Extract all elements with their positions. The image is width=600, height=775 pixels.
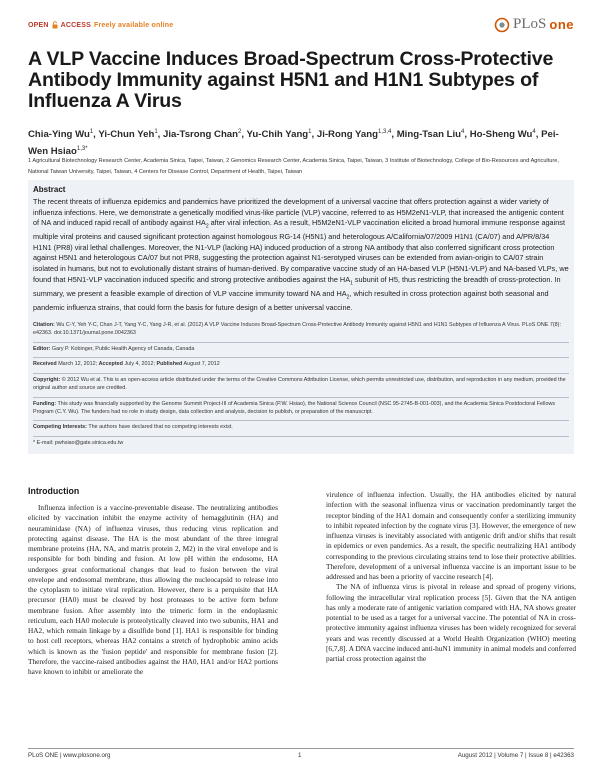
accepted-date: July 4, 2012;: [124, 361, 156, 368]
author-name: Ming-Tsan Liu: [396, 129, 461, 141]
received-label: Received: [33, 361, 57, 368]
meta-divider: [33, 342, 569, 343]
funding-text: This study was financially supported by the Genome Summit Project-III of Academia Sinica (P.W. Hsiao), the National Science Council (NSC 95-2745-B-001-003), and the Academia Sinica Postdoctoral Fellows Program (C.Y. Wu). The funders had no role in study design, data collection and analysis, decision to publish, or preparation of the manuscript.: [33, 400, 556, 415]
intro-left-column: [28, 503, 278, 677]
citation-label: Citation:: [33, 322, 55, 328]
author-separator: ,: [157, 129, 164, 141]
open-label: OPEN: [28, 21, 49, 29]
plos-logo-icon: [494, 17, 510, 33]
freely-available-label: Freely available online: [94, 21, 174, 29]
published-label: Published: [156, 361, 183, 368]
meta-divider: [33, 357, 569, 358]
author-name: Chia-Ying Wu: [28, 129, 90, 141]
author-affiliation-marker: 1,3*: [76, 146, 88, 153]
plos-one-logo: [494, 16, 574, 33]
author-affiliation-marker: 4: [532, 129, 536, 135]
introduction-heading: Introduction: [28, 486, 80, 496]
author-separator: ,: [391, 129, 397, 141]
email-address[interactable]: pwhsiao@gate.sinica.edu.tw: [54, 440, 124, 447]
received-date: March 12, 2012;: [58, 361, 98, 368]
intro-right-paragraph-1: virulence of influenza infection. Usually, the HA antibodies elicited by natural infection with the seasonal influenza virus or vaccination predominantly target the receptor binding of the HA1 domain and consequently confer a sterilizing immunity to inhibit repeated infection by the cognate virus [3]. However, the emergence of new influenza viruses is inevitably associated with antigenic drift and/or shifts that result in epidemics or even pandemics. As a result, the specific neutralizing HA1 antibody corresponding to the previous circulating strains tend to lose their protective abilities. Therefore, development of a universal influenza vaccine is an important issue to be addressed and has been a priority of vaccine research [4].: [326, 490, 576, 581]
author-name: Yi-Chun Yeh: [98, 129, 155, 141]
author-separator: ,: [93, 129, 99, 141]
author-affiliation-marker: 1,3,4: [377, 129, 392, 135]
funding-block: [33, 401, 569, 417]
abstract-sub-2: 1: [350, 280, 353, 287]
competing-interests-block: [33, 424, 569, 432]
dates-block: [33, 361, 569, 369]
author-separator: ,: [464, 129, 470, 141]
published-date: August 7, 2012: [183, 361, 220, 368]
author-name: Ji-Rong Yang: [316, 129, 378, 141]
editor-block: [33, 346, 569, 354]
meta-divider: [33, 420, 569, 421]
footer-page-number: 1: [298, 752, 302, 759]
open-access-badge: [28, 21, 173, 29]
footer-issue: August 2012 | Volume 7 | Issue 8 | e42363: [457, 752, 574, 759]
author-list: [28, 125, 576, 159]
editor-text: Gary P. Kobinger, Public Health Agency of Canada, Canada: [51, 345, 195, 352]
footer-divider: [28, 748, 574, 749]
author-name: Jia-Tsrong Chan: [163, 129, 238, 141]
abstract-part-2: after viral infection. As a result, H5M2eN1-VLP vaccination elicited a broad humoral immune response against multiple viral proteins and caused significant protection against homologous RG-14 (H5N1) and heterologous A/California/07/2009 H1N1 (CA/07) and A/PR/8/34 H1N1 (PR8) viral lethal challenges. Moreover, the N1-VLP (lacking HA) induced production of a strong NA antibody that also conferred significant cross protection against H5N1 and heterologous CA/07 but not PR8, suggesting the protection against N1-serotyped viruses can be extended from avian-origin to CA/07 strain isolated in humans, but not to evolutionally distant strains of human-derived. By comparative vaccine study of an HA-based VLP (H5N1-VLP) and NA-based VLPs, we found that H5N1-VLP vaccination induced specific and strong protective antibodies against the HA: [33, 218, 569, 284]
author-affiliation-marker: 4: [461, 129, 465, 135]
article-metadata: [33, 322, 569, 448]
editor-label: Editor:: [33, 345, 51, 352]
competing-label: Competing Interests:: [33, 424, 87, 431]
funding-label: Funding:: [33, 400, 57, 407]
copyright-block: [33, 377, 569, 393]
abstract-body: [33, 197, 569, 313]
citation-block: [33, 322, 569, 338]
logo-one-text: one: [549, 17, 574, 32]
abstract-part-1: The recent threats of influenza epidemics and pandemics have prioritized the development of a universal vaccine that offers protection against a wider variety of influenza infections. Here, we demonstrate a genetically modified virus-like particle (VLP) vaccine, referred to as H5M2eN1-VLP, that increased the antigenic content of NA and induced rapid recall of antibody against HA: [33, 197, 564, 228]
abstract-part-4: , which resulted in cross protection against both seasonal and pandemic influenza strains, that could form the basis for future design of a better universal vaccine.: [33, 288, 549, 312]
intro-right-column: [326, 490, 576, 664]
abstract-sub-1: 2: [205, 223, 209, 230]
journal-header: [28, 18, 574, 40]
logo-plos-text: PLoS: [513, 16, 547, 32]
copyright-label: Copyright:: [33, 377, 61, 384]
meta-divider: [33, 436, 569, 437]
abstract-heading: Abstract: [33, 185, 66, 194]
affiliations: 1 Agricultural Biotechnology Research Center, Academia Sinica, Taipei, Taiwan, 2 Genomics Research Center, Academia Sinica, Taipei, Taiwan, 3 Institute of Biotechnology, College of Bio-Resources and Agriculture, National Taiwan University, Taipei, Taiwan, 4 Centers for Disease Control, Department of Health, Taipei, Taiwan: [28, 158, 559, 175]
abstract-part-3: subunit of H5, thus restricting the breadth of cross-protection. In summary, we present a feasible example of direction of VLP vaccine immunity toward NA and HA: [33, 274, 561, 298]
author-affiliation-marker: 1: [154, 129, 158, 135]
author-affiliation-marker: 1: [308, 129, 312, 135]
access-label: ACCESS: [60, 21, 92, 29]
author-name: Pei-Wen Hsiao: [28, 129, 559, 158]
meta-divider: [33, 397, 569, 398]
author-separator: ,: [311, 129, 317, 141]
email-block: [33, 440, 569, 448]
copyright-text: © 2012 Wu et al. This is an open-access article distributed under the terms of the Creative Commons Attribution License, which permits unrestricted use, distribution, and reproduction in any medium, provided the original author and source are credited.: [33, 377, 566, 391]
author-name: Yu-Chih Yang: [246, 129, 309, 141]
author-name: Ho-Sheng Wu: [469, 129, 533, 141]
author-affiliation-marker: 2: [238, 129, 242, 135]
author-affiliation-marker: 1: [89, 129, 94, 135]
intro-left-text: Influenza infection is a vaccine-preventable disease. The neutralizing antibodies elicited by vaccination inhibit the enzyme activity of hemagglutinin (HA) and neuraminidase (NA) of influenza viruses, thus reducing virus replication and protecting against disease. The HA is the most abundant of the three integral membrane proteins (HA, NA, and matrix protein 2, M2) in the viral envelope and is responsible for both binding and fusion. At low pH within the endosome, HA undergoes great conformational changes that lead to fusion between the viral envelope and endosomal membrane, thus allowing the nucleocapsid to release into the cytoplasm to initiate viral replication. However, there is a perquisite that HA precursor (HA0) must be cleaved by host proteases to be active form before membrane fusion. After assembly into the trimeric form in the endoplasmic reticulum, each HA0 molecule is proteolytically cleaved into two subunits, HA1 and HA2, which remain linkage by a disulfide bond [1]. HA1 is responsible for binding to host cell receptors, whereas HA2 contains a stretch of hydrophobic amino acids which is known as the 'fusion peptide' and responsible for membrane fusion [2]. Therefore, the vaccine-raised antibodies against the HA0, HA1 and/or HA2 portions have known to inhibit or ameliorate the: [28, 503, 278, 676]
page-footer: [28, 752, 574, 764]
email-label: * E-mail:: [33, 440, 54, 447]
accepted-label: Accepted: [98, 361, 123, 368]
author-separator: ,: [241, 129, 247, 141]
footer-journal: PLoS ONE | www.plosone.org: [28, 752, 111, 759]
abstract-sub-3: 2: [346, 294, 350, 301]
intro-right-paragraph-2: The NA of influenza virus is pivotal in release and spread of progeny virions, following the intracellular viral replication process [5]. Given that the NA antigen has only a moderate rate of antigenic variation compared with HA, NA shows greater potential to be used as a target for a universal vaccine. The potential of NA in cross-protective immunity against influenza viruses has been widely recognized for several years and was recently discussed at a World Health Organization (WHO) meeting [6,7,8]. A DNA vaccine induced anti-huN1 immunity in animal models and conferred partial cross protection against the: [326, 582, 576, 663]
open-lock-icon: [52, 21, 58, 29]
competing-text: The authors have declared that no competing interests exist.: [88, 424, 233, 431]
author-separator: ,: [535, 129, 542, 141]
meta-divider: [33, 373, 569, 374]
citation-text: Wu C-Y, Yeh Y-C, Chan J-T, Yang Y-C, Yang J-R, et al. (2012) A VLP Vaccine Induces Broad-Spectrum Cross-Protective Antibody Immunity against H5N1 and H1N1 Subtypes of Influenza A Virus. PLoS ONE 7(8): e42363. doi:10.1371/journal.pone.0042363: [33, 322, 561, 336]
article-title: A VLP Vaccine Induces Broad-Spectrum Cross-Protective Antibody Immunity against H5N1 and H1N1 Subtypes of Influenza A Virus: [28, 48, 554, 112]
